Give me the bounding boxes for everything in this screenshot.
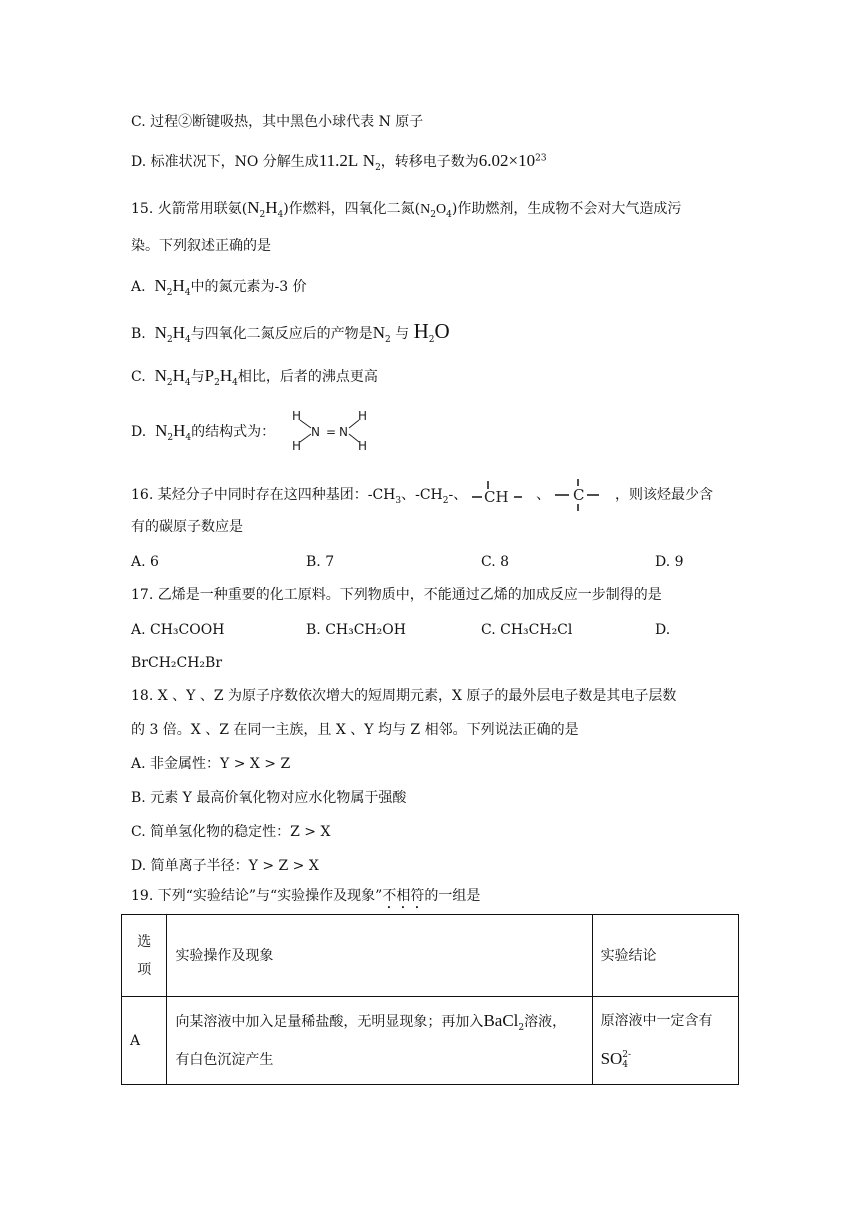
table-header-row (122, 915, 739, 997)
header-operation: 实验操作及现象 (167, 915, 592, 997)
q17-option-c: C. CH₃CH₂Cl (481, 622, 573, 638)
emphasis-text: 不相符 (382, 888, 425, 904)
q18-option-b: B. 元素 Y 最高价氧化物对应水化物属于强酸 (131, 790, 407, 806)
q15-option-a: A. $N_2H_4$中的氮元素为-3 价 (131, 276, 307, 298)
svg-text:CH: CH (483, 488, 509, 506)
double-bond: = (326, 425, 337, 439)
atom-h: H (292, 409, 302, 423)
row-conclusion: 原溶液中一定含有 SO2- 4 (592, 997, 738, 1085)
q17-option-a: A. CH₃COOH (131, 622, 225, 638)
q18-option-d: D. 简单离子半径：Y > Z > X (131, 858, 319, 874)
q16-option-d: D. 9 (655, 554, 684, 570)
atom-h: H (358, 409, 368, 423)
quaternary-c-group-icon (555, 478, 611, 512)
bond-line (349, 420, 359, 428)
q18-stem-line1: 18. X 、Y 、Z 为原子序数依次增大的短周期元素，X 原子的最外层电子数是其电子层数 (131, 688, 677, 704)
bond-line (349, 434, 359, 442)
q15-stem-line2: 染。下列叙述正确的是 (131, 238, 271, 254)
n2h4-structural-formula (288, 408, 372, 454)
q19-stem: 19. 下列“实验结论”与“实验操作及现象”不相符的一组是 (131, 888, 481, 904)
q16-option-c: C. 8 (481, 554, 510, 570)
q16-option-a: A. 6 (131, 554, 159, 570)
q15-stem-line1: 15. 火箭常用联氨$(N_2H_4)$作燃料，四氧化二氮$(N_2O_4)$作助燃剂，生成物不会对大气造成污 (131, 198, 682, 220)
svg-text:C: C (572, 486, 585, 504)
q17-option-d-continued: BrCH₂CH₂Br (131, 655, 223, 671)
q17-stem: 17. 乙烯是一种重要的化工原料。下列物质中，不能通过乙烯的加成反应一步制得的是 (131, 587, 662, 603)
q14-option-c: C. 过程②断键吸热，其中黑色小球代表 N 原子 (131, 114, 424, 130)
q18-stem-line2: 的 3 倍。X 、Z 在同一主族，且 X 、Y 均与 Z 相邻。下列说法正确的是 (131, 722, 579, 738)
bond-line (300, 420, 311, 428)
row-label: A (122, 997, 167, 1085)
ch-group-icon (472, 478, 532, 512)
q16-option-b: B. 7 (306, 554, 335, 570)
q18-option-c: C. 简单氢化物的稳定性：Z > X (131, 824, 331, 840)
atom-h: H (292, 439, 302, 453)
experiment-table (121, 914, 739, 1085)
atom-n: N (311, 425, 320, 439)
header-conclusion: 实验结论 (592, 915, 738, 997)
q16-stem-line2: 有的碳原子数应是 (131, 519, 243, 535)
q18-option-a: A. 非金属性：Y > X > Z (131, 756, 291, 772)
bond-line (300, 434, 311, 442)
q16-stem-line1: 16. 某烃分子中同时存在这四种基团：$-CH_3$、$-CH_2-$、 CH 、 C ，则该烃最少含 (131, 478, 713, 512)
header-option: 选 项 (122, 915, 167, 997)
table-row (122, 997, 739, 1085)
q15-option-c: C. $N_2H_4$与$P_2H_4$相比，后者的沸点更高 (131, 366, 378, 388)
atom-n: N (339, 425, 348, 439)
q15-option-d: D. $N_2H_4$的结构式为： (131, 421, 276, 443)
q15-option-b: B. $N_2H_4$与四氧化二氮反应后的产物是$N_2$ 与 $H_2O$ (131, 319, 450, 345)
q17-option-b: B. CH₃CH₂OH (306, 622, 406, 638)
q14-option-d: D. 标准状况下，NO 分解生成11.2L $N_2$，转移电子数为$6.02\times 10^{23}$ (131, 151, 547, 173)
row-operation: 向某溶液中加入足量稀盐酸，无明显现象；再加入BaCl$_2$溶液， 有白色沉淀产生 (167, 997, 592, 1085)
atom-h: H (358, 439, 368, 453)
q17-option-d: D. (655, 622, 671, 638)
